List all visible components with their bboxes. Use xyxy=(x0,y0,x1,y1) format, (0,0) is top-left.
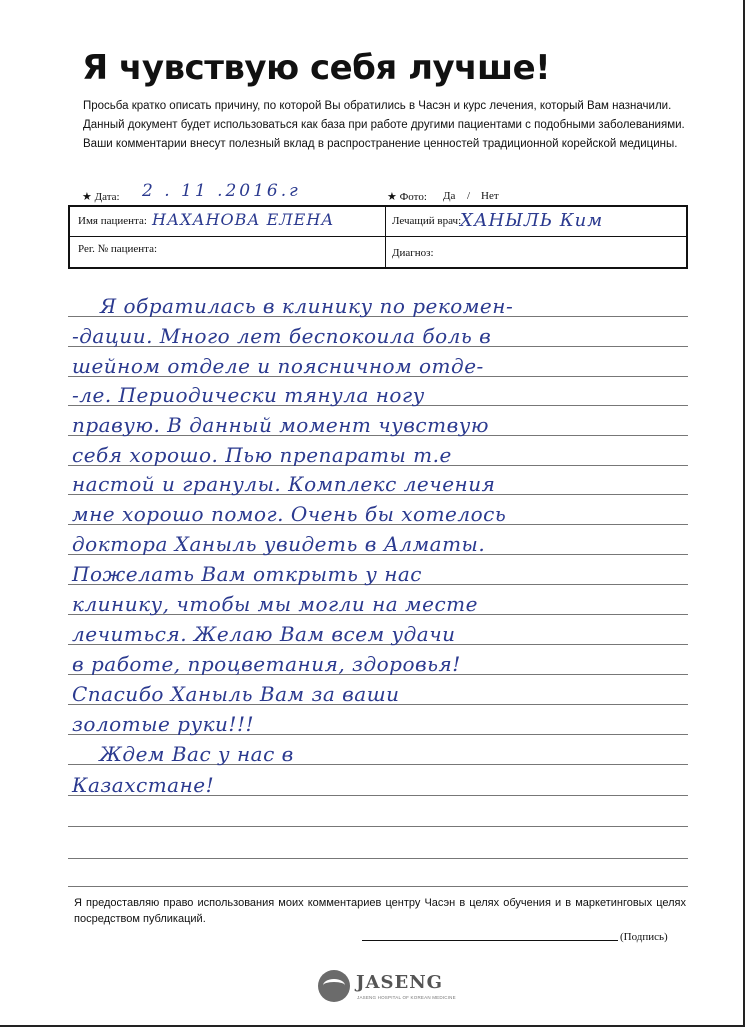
signature-label: (Подпись) xyxy=(620,931,668,943)
footer-divider xyxy=(68,886,688,887)
testimonial-line: Я обратилась в клинику по рекомен- xyxy=(100,294,514,318)
ruled-line xyxy=(68,858,688,859)
testimonial-line: лечиться. Желаю Вам всем удачи xyxy=(72,622,456,646)
testimonial-line: себя хорошо. Пью препараты т.е xyxy=(72,443,452,467)
photo-no-option[interactable]: Нет xyxy=(481,190,499,202)
testimonial-line: -дации. Много лет беспокоила боль в xyxy=(72,324,492,348)
photo-separator: / xyxy=(467,190,471,202)
intro-line: Просьба кратко описать причину, по которой Вы обратились в Часэн и курс лечения, который Вам назначили. xyxy=(83,100,672,112)
testimonial-line: правую. В данный момент чувствую xyxy=(72,413,489,437)
intro-text xyxy=(83,97,703,154)
reg-number-label: Рег. № пациента: xyxy=(78,243,158,255)
testimonial-line: -ле. Периодически тянула ногу xyxy=(72,383,425,407)
signature-line[interactable] xyxy=(362,940,618,941)
date-label: ★ Дата: xyxy=(82,191,120,203)
logo-text: JASENG xyxy=(356,972,444,993)
logo-subtext: JASENG HOSPITAL OF KOREAN MEDICINE xyxy=(357,995,456,1000)
testimonial-line: клинику, чтобы мы могли на месте xyxy=(72,592,478,616)
testimonial-line: в работе, процветания, здоровья! xyxy=(72,652,461,676)
testimonial-line: Спасибо Ханыль Вам за ваши xyxy=(72,682,400,706)
page-title: Я чувствую себя лучше! xyxy=(82,48,551,88)
testimonial-line: доктора Ханыль увидеть в Алматы. xyxy=(72,532,486,556)
photo-label: ★ Фото: xyxy=(387,191,427,203)
doctor-label: Лечащий врач: xyxy=(392,215,462,227)
doctor-field[interactable]: ХАНЫЛЬ Ким xyxy=(460,210,604,231)
jaseng-logo-icon xyxy=(318,970,350,1002)
testimonial-line: золотые руки!!! xyxy=(72,712,255,736)
photo-yes-option[interactable]: Да xyxy=(443,190,456,202)
testimonial-line: Ждем Вас у нас в xyxy=(72,742,294,766)
testimonial-line: Казахстане! xyxy=(72,773,215,797)
ruled-line xyxy=(68,826,688,827)
date-value[interactable]: 2 . 11 .2016.г xyxy=(142,181,301,201)
testimonial-line: Пожелать Вам открыть у нас xyxy=(72,562,422,586)
testimonial-line: настой и гранулы. Комплекс лечения xyxy=(72,472,496,496)
consent-text: Я предоставляю право использования моих комментариев центру Часэн в целях обучения и в маркетинговых целях посредством публикаций. xyxy=(74,897,686,925)
patient-name-field[interactable]: НАХАНОВА ЕЛЕНА xyxy=(152,210,335,229)
intro-line: Данный документ будет использоваться как база при работе другими пациентами с подобными заболеваниями. xyxy=(83,119,685,131)
intro-line: Ваши комментарии внесут полезный вклад в распространение ценностей традиционной корейской медицины. xyxy=(83,138,678,150)
testimonial-line: шейном отделе и поясничном отде- xyxy=(72,354,484,378)
patient-info-table xyxy=(68,205,688,269)
patient-name-label: Имя пациента: xyxy=(78,215,147,227)
testimonial-line: мне хорошо помог. Очень бы хотелось xyxy=(72,502,507,526)
diagnosis-label: Диагноз: xyxy=(392,247,434,259)
